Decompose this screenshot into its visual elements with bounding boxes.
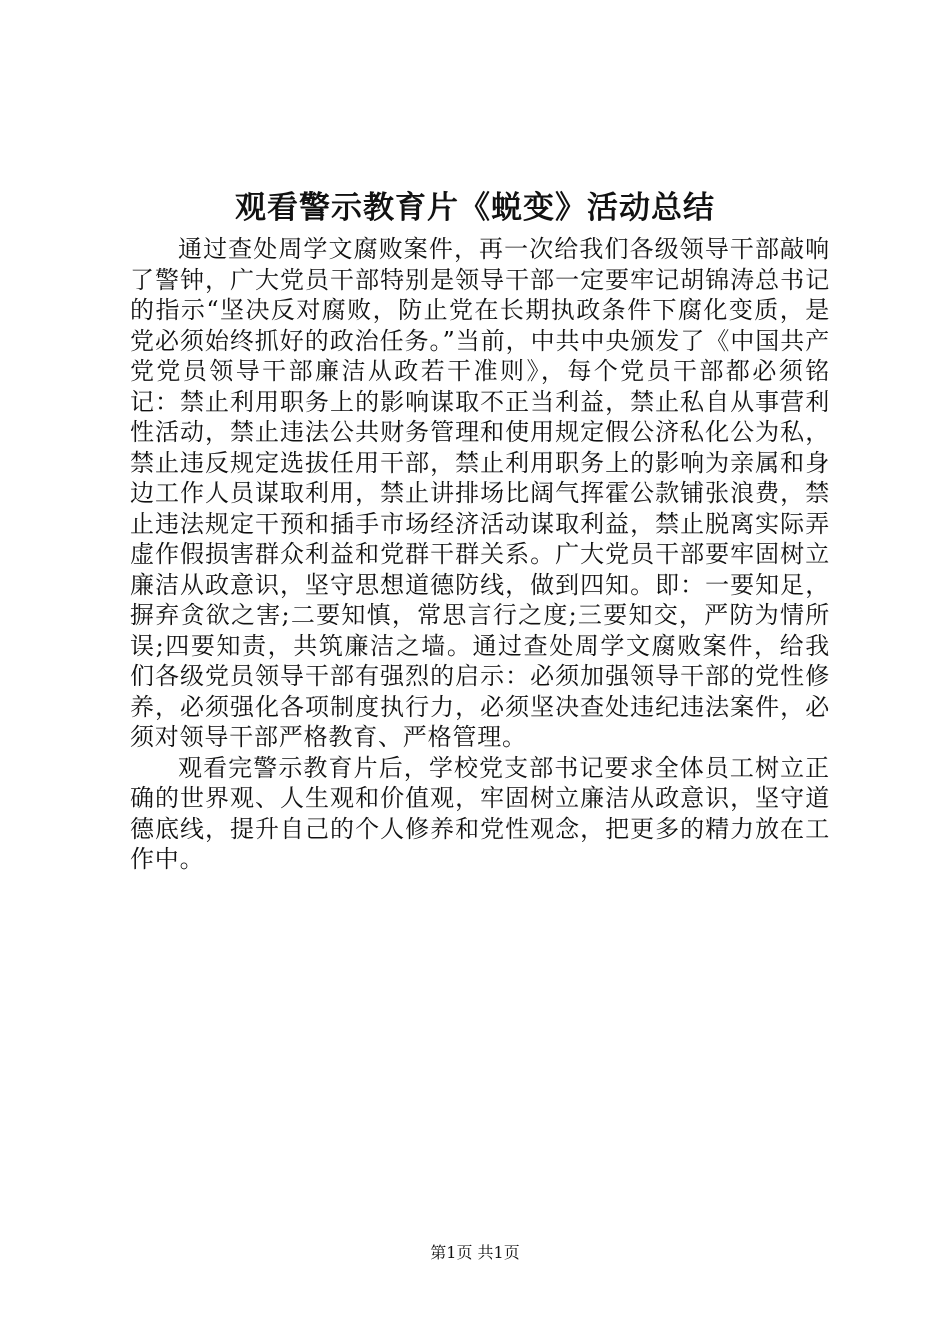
body-paragraph-2: 观看完警示教育片后，学校党支部书记要求全体员工树立正确的世界观、人生观和价值观，牢固树立廉洁从政意识，坚守道德底线，提升自己的个人修养和党性观念，把更多的精力放在工作中。	[130, 753, 830, 873]
document-title: 观看警示教育片《蜕变》活动总结	[235, 190, 715, 226]
body-paragraph-1: 通过查处周学文腐败案件，再一次给我们各级领导干部敲响了警钟，广大党员干部特别是领导干部一定要牢记胡锦涛总书记的指示“坚决反对腐败，防止党在长期执政条件下腐化变质，是党必须始终抓好的政治任务。”当前，中共中央颁发了《中国共产党党员领导干部廉洁从政若干准则》，每个党员干部都必须铭记：禁止利用职务上的影响谋取不正当利益，禁止私自从事营利性活动，禁止违法公共财务管理和使用规定假公济私化公为私，禁止违反规定选拔任用干部，禁止利用职务上的影响为亲属和身边工作人员谋取利用，禁止讲排场比阔气挥霍公款铺张浪费，禁止违法规定干预和插手市场经济活动谋取利益，禁止脱离实际弄虚作假损害群众利益和党群干群关系。广大党员干部要牢固树立廉洁从政意识，坚守思想道德防线，做到四知。即：一要知足，摒弃贪欲之害;二要知慎，常思言行之度;三要知交，严防为情所误;四要知责，共筑廉洁之墙。通过查处周学文腐败案件，给我们各级党员领导干部有强烈的启示：必须加强领导干部的党性修养，必须强化各项制度执行力，必须坚决查处违纪违法案件，必须对领导干部严格教育、严格管理。	[130, 235, 830, 751]
document-body	[130, 234, 830, 875]
page-number-footer: 第1页 共1页	[430, 1243, 520, 1262]
